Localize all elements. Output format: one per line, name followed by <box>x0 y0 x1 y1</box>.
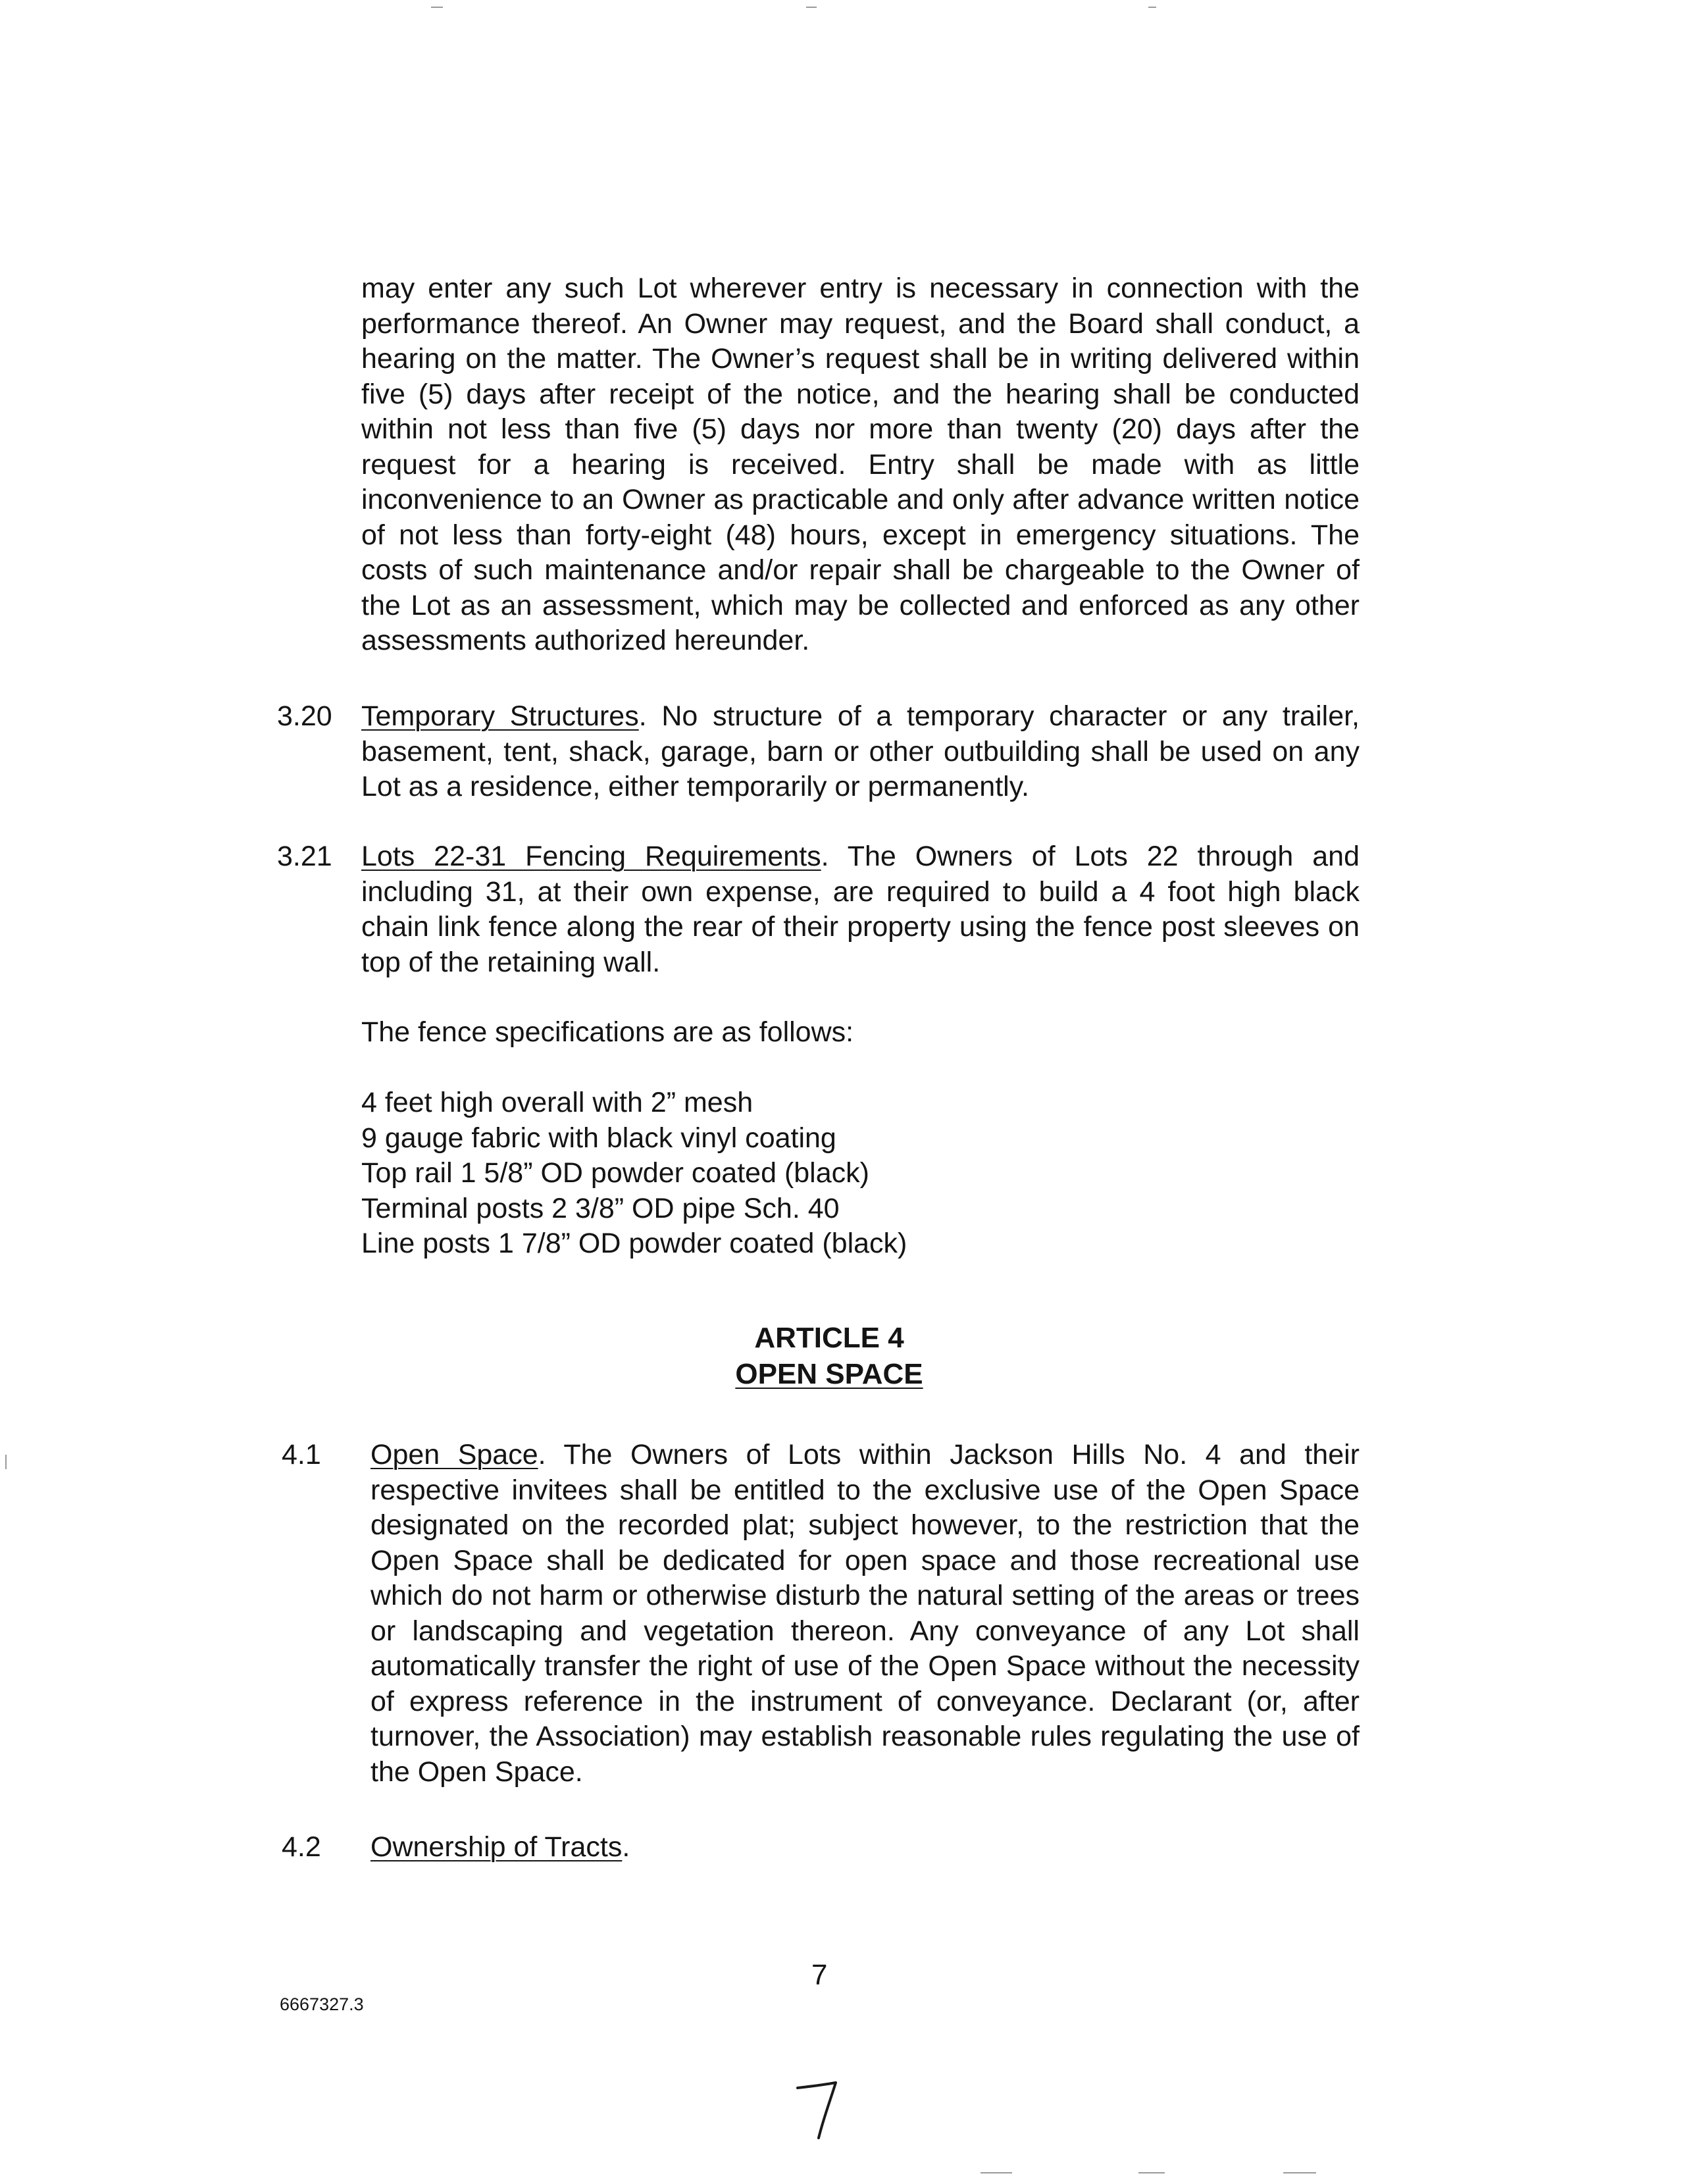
page-number: 7 <box>811 1959 828 1991</box>
section-text: . No structure of a temporary character or any trailer, basement, tent, shack, garage, barn or other outbuilding shall be used on any Lot as a residence, either temporarily or permanently. <box>361 700 1360 802</box>
spec-item: 4 feet high overall with 2” mesh <box>361 1087 753 1118</box>
scan-artifact <box>1283 2172 1316 2173</box>
spec-item: Top rail 1 5/8” OD powder coated (black) <box>361 1157 869 1189</box>
section-title: Temporary Structures <box>361 700 639 732</box>
section-text: . <box>622 1831 630 1863</box>
section-text: . The Owners of Lots within Jackson Hills No. 4 and their respective invitees shall be entitled to the exclusive use of the Open Space designated on the recorded plat; subject however, to the restriction that the Open Space shall be dedicated for open space and those recreational use which do not harm or otherwise disturb the natural setting of the areas or trees or landscaping and vegetation thereon. Any conveyance of any Lot shall automatically transfer the right of use of the Open Space without the necessity of express reference in the instrument of conveyance. Declarant (or, after turnover, the Association) may establish reasonable rules regulating the use of the Open Space. <box>370 1439 1360 1788</box>
section-title: Open Space <box>370 1439 538 1470</box>
section-number: 4.1 <box>282 1439 321 1470</box>
scan-artifact <box>5 1455 7 1469</box>
section-body <box>370 1830 1360 1865</box>
fence-spec-list <box>361 1085 1360 1262</box>
spec-intro: The fence specifications are as follows: <box>361 1016 854 1048</box>
article-number: ARTICLE 4 <box>754 1322 904 1354</box>
scan-artifact <box>431 7 443 8</box>
document-id: 6667327.3 <box>280 1994 364 2014</box>
article-title: OPEN SPACE <box>735 1358 923 1390</box>
spec-item: Terminal posts 2 3/8” OD pipe Sch. 40 <box>361 1192 840 1224</box>
section-number: 3.20 <box>277 700 332 732</box>
section-body <box>370 1438 1360 1790</box>
scan-artifact <box>1138 2172 1165 2173</box>
article-heading <box>0 1320 1682 1392</box>
section-title: Ownership of Tracts <box>370 1831 623 1863</box>
scan-artifact <box>806 7 817 8</box>
section-number: 3.21 <box>277 841 332 872</box>
section-body <box>361 699 1360 805</box>
scan-artifact <box>981 2172 1012 2173</box>
section-text: . The Owners of Lots 22 through and including 31, at their own expense, are required to build a 4 foot high black chain link fence along the rear of their property using the fence post sleeves on top of the retaining wall. <box>361 841 1360 978</box>
handwritten-page-mark <box>790 2073 849 2146</box>
continuation-paragraph: may enter any such Lot wherever entry is necessary in connection with the performance thereof. An Owner may request, and the Board shall conduct, a hearing on the matter. The Owner’s request shall be in writing delivered within five (5) days after receipt of the notice, and the hearing shall be conducted within not less than five (5) days nor more than twenty (20) days after the request for a hearing is received. Entry shall be made with as little inconvenience to an Owner as practicable and only after advance written notice of not less than forty-eight (48) hours, except in emergency situations. The costs of such maintenance and/or repair shall be chargeable to the Owner of the Lot as an assessment, which may be collected and enforced as any other assessments authorized hereunder. <box>361 273 1360 656</box>
section-title: Lots 22-31 Fencing Requirements <box>361 841 821 872</box>
spec-item: Line posts 1 7/8” OD powder coated (black) <box>361 1228 907 1259</box>
spec-item: 9 gauge fabric with black vinyl coating <box>361 1122 836 1154</box>
scan-artifact <box>1148 7 1156 8</box>
section-number: 4.2 <box>282 1831 321 1863</box>
section-body <box>361 839 1360 980</box>
